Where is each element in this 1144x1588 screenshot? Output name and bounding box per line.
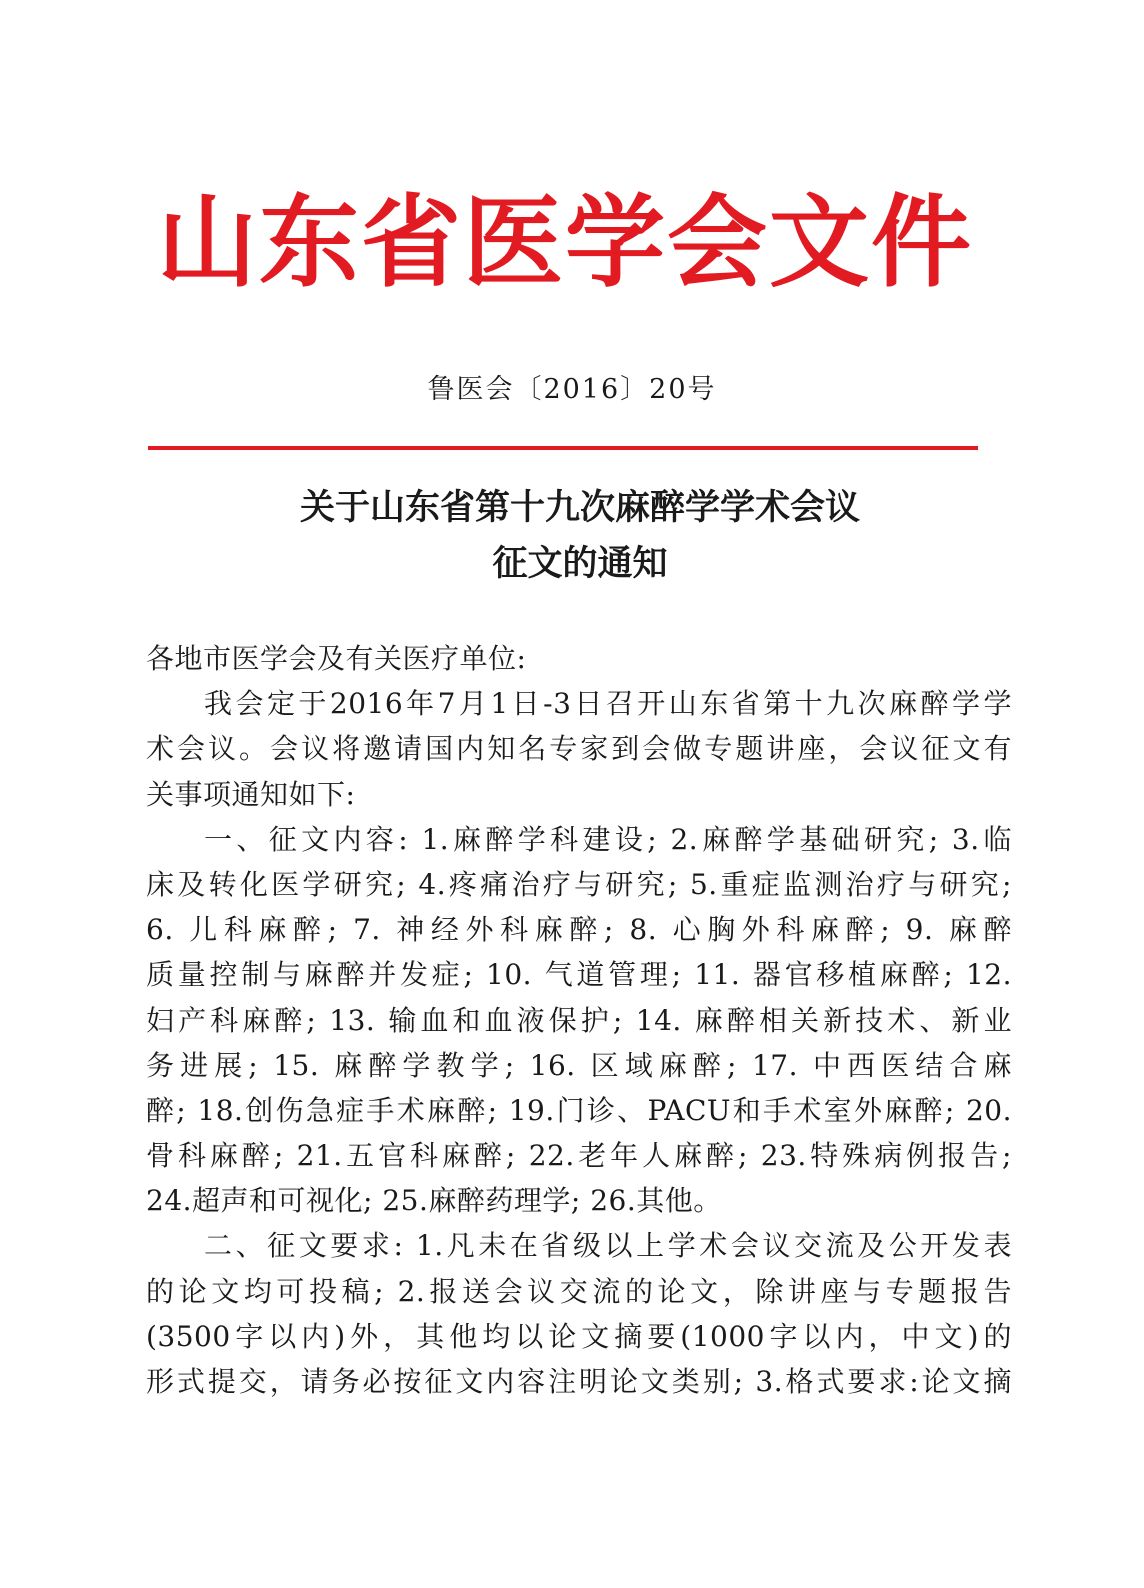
body-line: 关事项通知如下: (146, 777, 356, 811)
body-line: 24.超声和可视化; 25.麻醉药理学; 26.其他。 (146, 1184, 722, 1218)
body-line: 骨科麻醉; 21.五官科麻醉; 22.老年人麻醉; 23.特殊病例报告; (146, 1139, 1012, 1173)
body-line: 床及转化医学研究; 4.疼痛治疗与研究; 5.重症监测治疗与研究; (146, 867, 1012, 901)
masthead-title: 山东省医学会文件 (157, 184, 973, 301)
notice-title-line-2: 征文的通知 (492, 544, 668, 584)
body-line: 术会议。会议将邀请国内知名专家到会做专题讲座，会议征文有 (146, 732, 1012, 766)
document-number: 鲁医会〔2016〕20号 (427, 374, 717, 405)
notice-body (146, 636, 1012, 1404)
notice-title (0, 480, 1144, 592)
body-line: 醉; 18.创伤急症手术麻醉; 19.门诊、PACU和手术室外麻醉; 20. (146, 1093, 1012, 1127)
notice-title-line-1: 关于山东省第十九次麻醉学学术会议 (299, 488, 860, 528)
body-line: (3500字以内)外，其他均以论文摘要(1000字以内，中文)的 (146, 1319, 1012, 1353)
body-line: 一、征文内容: 1.麻醉学科建设; 2.麻醉学基础研究; 3.临 (204, 822, 1012, 856)
body-line: 务进展; 15. 麻醉学教学; 16. 区域麻醉; 17. 中西医结合麻 (146, 1048, 1012, 1082)
body-line: 我会定于2016年7月1日-3日召开山东省第十九次麻醉学学 (204, 687, 1012, 721)
red-divider-line (148, 446, 978, 450)
body-line: 形式提交，请务必按征文内容注明论文类别; 3.格式要求:论文摘 (146, 1365, 1012, 1398)
body-line: 质量控制与麻醉并发症; 10. 气道管理; 11. 器官移植麻醉; 12. (146, 958, 1012, 992)
body-line: 6. 儿科麻醉; 7. 神经外科麻醉; 8. 心胸外科麻醉; 9. 麻醉 (146, 913, 1012, 947)
body-line: 的论文均可投稿; 2.报送会议交流的论文，除讲座与专题报告 (146, 1274, 1012, 1308)
salutation: 各地市医学会及有关医疗单位: (146, 642, 527, 675)
body-line: 二、征文要求: 1.凡未在省级以上学术会议交流及公开发表 (204, 1229, 1012, 1263)
body-line: 妇产科麻醉; 13. 输血和血液保护; 14. 麻醉相关新技术、新业 (146, 1003, 1012, 1037)
